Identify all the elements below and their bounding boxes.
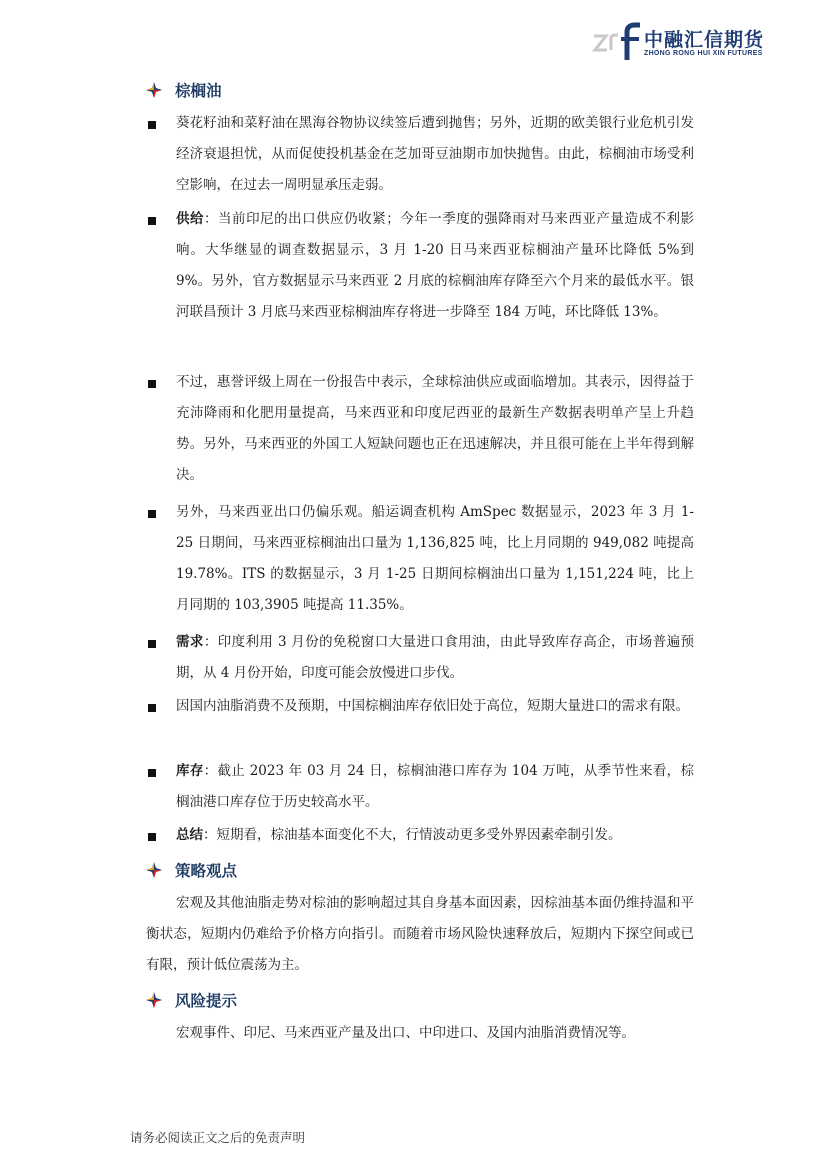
list-item: 因国内油脂消费不及预期，中国棕榈油库存依旧处于高位，短期大量进口的需求有限。 (146, 691, 694, 722)
logo-en-name: ZHONG RONG HUI XIN FUTURES (644, 50, 763, 57)
section-heading-palm-oil (146, 77, 222, 103)
strategy-paragraph: 宏观及其他油脂走势对棕油的影响超过其自身基本面因素，因棕油基本面仍维持温和平衡状态，短期内仍难给予价格方向指引。而随着市场风险快速释放后，短期内下探空间或已有限，预计低位震荡为主。 (146, 895, 694, 973)
square-bullet-icon (148, 640, 156, 648)
bullet-label: 供给 (176, 211, 205, 227)
star-bullet-icon (146, 862, 162, 878)
square-bullet-icon (148, 769, 156, 777)
section-title: 棕榈油 (175, 82, 222, 100)
section-title: 风险提示 (175, 992, 238, 1010)
bullet-label: 需求 (176, 634, 204, 650)
square-bullet-icon (148, 217, 156, 225)
bullet-label: 库存 (176, 763, 204, 779)
list-item: 库存：截止 2023 年 03 月 24 日，棕榈油港口库存为 104 万吨，从季节性来看，棕榈油港口库存位于历史较高水平。 (146, 756, 694, 818)
bullet-label: 总结 (176, 827, 203, 843)
square-bullet-icon (148, 704, 156, 712)
company-logo (592, 22, 782, 64)
list-item: 不过，惠誉评级上周在一份报告中表示，全球棕油供应或面临增加。其表示，因得益于充沛降雨和化肥用量提高，马来西亚和印度尼西亚的最新生产数据表明单产呈上升趋势。另外，马来西亚的外国工人短缺问题也正在迅速解决，并且很可能在上半年得到解决。 (146, 367, 694, 491)
logo-cn-name: 中融汇信期货 (644, 29, 765, 51)
star-bullet-icon (146, 82, 162, 98)
list-item: 供给：当前印尼的出口供应仍收紧；今年一季度的强降雨对马来西亚产量造成不利影响。大华继显的调查数据显示，3 月 1-20 日马来西亚棕榈油产量环比降低 5%到 9%。另外，官方数据显示马来西亚 2 月底的棕榈油库存降至六个月来的最低水平。银河联昌预计 3 月底马来西亚棕榈油库存将进一步降至 184 万吨，环比降低 13%。 (146, 204, 694, 328)
square-bullet-icon (148, 121, 156, 129)
zrf-logo-icon (592, 22, 644, 64)
square-bullet-icon (148, 510, 156, 518)
list-item: 总结：短期看，棕油基本面变化不大，行情波动更多受外界因素牵制引发。 (146, 820, 694, 851)
section-heading-strategy (146, 857, 237, 883)
list-item: 另外，马来西亚出口仍偏乐观。船运调查机构 AmSpec 数据显示，2023 年 3 月 1-25 日期间，马来西亚棕榈油出口量为 1,136,825 吨，比上月同期的 949,082 吨提高 19.78%。ITS 的数据显示，3 月 1-25 日期间棕榈油出口量为 1,151,224 吨，比上月同期的 103,3905 吨提高 11.35%。 (146, 497, 694, 621)
disclaimer-footer: 请务必阅读正文之后的免责声明 (130, 1130, 306, 1145)
list-item: 葵花籽油和菜籽油在黑海谷物协议续签后遭到抛售；另外，近期的欧美银行业危机引发经济衰退担忧，从而促使投机基金在芝加哥豆油期市加快抛售。由此，棕榈油市场受利空影响，在过去一周明显承压走弱。 (146, 108, 694, 201)
section-heading-risk (146, 987, 237, 1013)
risk-paragraph: 宏观事件、印尼、马来西亚产量及出口、中印进口、及国内油脂消费情况等。 (176, 1025, 635, 1041)
star-bullet-icon (146, 992, 162, 1008)
square-bullet-icon (148, 833, 156, 841)
square-bullet-icon (148, 380, 156, 388)
section-title: 策略观点 (175, 862, 238, 880)
list-item: 需求：印度利用 3 月份的免税窗口大量进口食用油，由此导致库存高企，市场普遍预期，从 4 月份开始，印度可能会放慢进口步伐。 (146, 627, 694, 689)
